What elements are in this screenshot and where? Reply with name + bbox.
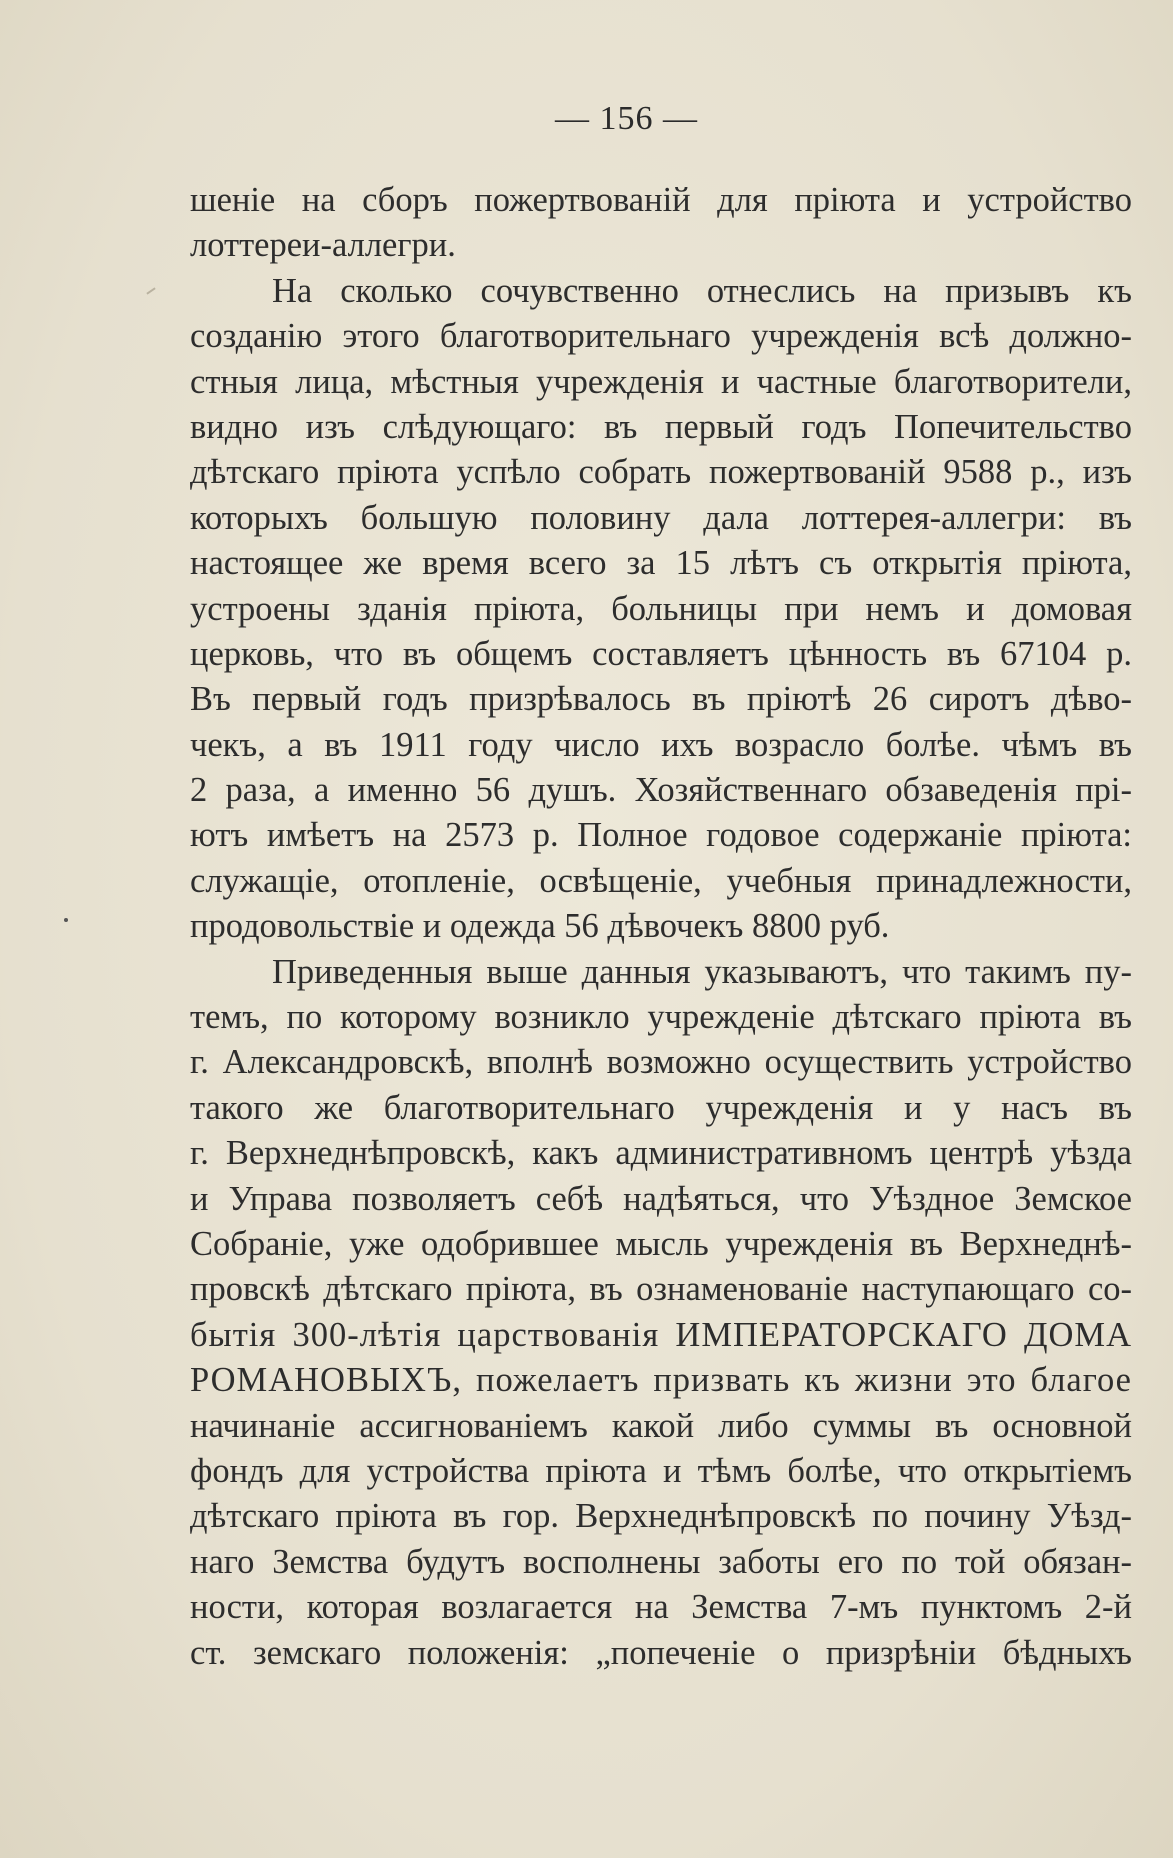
text-line: такого же благотворительнаго учрежденія и у насъ въ (190, 1088, 1132, 1127)
text-line: созданію этого благотворительнаго учрежденія всѣ должно- (190, 317, 1132, 356)
text-line: начинаніе ассигнованіемъ какой либо суммы въ основной (190, 1406, 1132, 1445)
body-text (190, 178, 1132, 1676)
text-line: Приведенныя выше данныя указываютъ, что такимъ пу- (272, 952, 1132, 991)
text-line: ности, которая возлагается на Земства 7-мъ пунктомъ 2-й (190, 1588, 1132, 1627)
text-line: дѣтскаго пріюта въ гор. Верхнеднѣпровскѣ по почину Уѣзд- (190, 1497, 1132, 1536)
text-line: церковь, что въ общемъ составляетъ цѣнность въ 67104 р. (190, 634, 1132, 673)
text-line: шеніе на сборъ пожертвованій для пріюта и устройство (190, 181, 1132, 219)
text-line: бытія 300-лѣтія царствованія ИМПЕРАТОРСКАГО ДОМА (190, 1315, 1132, 1354)
text-line: провскѣ дѣтскаго пріюта, въ ознаменованіе наступающаго со- (190, 1270, 1132, 1309)
text-line: которыхъ большую половину дала лоттерея-аллегри: въ (190, 498, 1132, 537)
text-line: и Управа позволяетъ себѣ надѣяться, что Уѣздное Земское (190, 1179, 1132, 1218)
text-line: г. Александровскѣ, вполнѣ возможно осуществить устройство (190, 1043, 1132, 1082)
text-line: РОМАНОВЫХЪ, пожелаетъ призвать къ жизни это благое (190, 1361, 1132, 1400)
text-line: Собраніе, уже одобрившее мысль учрежденія въ Верхнеднѣ- (190, 1224, 1132, 1263)
text-line: На сколько сочувственно отнеслись на призывъ къ (272, 271, 1132, 310)
text-line: ст. земскаго положенія: „попеченіе о призрѣніи бѣдныхъ (190, 1633, 1132, 1672)
page-number: — 156 — (555, 100, 698, 137)
text-line: настоящее же время всего за 15 лѣтъ съ открытія пріюта, (190, 544, 1132, 583)
text-line: продовольствіе и одежда 56 дѣвочекъ 8800 руб. (190, 907, 890, 946)
text-line: ютъ имѣетъ на 2573 р. Полное годовое содержаніе пріюта: (190, 816, 1132, 855)
text-line: наго Земства будутъ восполнены заботы его по той обязан- (190, 1542, 1132, 1581)
text-line: темъ, по которому возникло учрежденіе дѣтскаго пріюта въ (190, 998, 1132, 1037)
text-line: лоттереи-аллегри. (190, 226, 456, 265)
text-line: г. Верхнеднѣпровскѣ, какъ административномъ центрѣ уѣзда (190, 1134, 1132, 1173)
margin-mark (146, 287, 155, 294)
text-line: служащіе, отопленіе, освѣщеніе, учебныя принадлежности, (190, 861, 1132, 900)
text-line: Въ первый годъ призрѣвалось въ пріютѣ 26 сиротъ дѣво- (190, 680, 1132, 719)
text-line: чекъ, а въ 1911 году число ихъ возрасло болѣе. чѣмъ въ (190, 725, 1132, 764)
text-line: стныя лица, мѣстныя учрежденія и частные благотворители, (190, 362, 1132, 401)
text-line: устроены зданія пріюта, больницы при немъ и домовая (190, 589, 1132, 628)
text-line: дѣтскаго пріюта успѣло собрать пожертвованій 9588 р., изъ (190, 453, 1132, 492)
text-line: 2 раза, а именно 56 душъ. Хозяйственнаго обзаведенія прі- (190, 771, 1132, 810)
margin-speck (64, 918, 68, 922)
text-line: фондъ для устройства пріюта и тѣмъ болѣе, что открытіемъ (190, 1451, 1132, 1490)
text-line: видно изъ слѣдующаго: въ первый годъ Попечительство (190, 407, 1132, 446)
